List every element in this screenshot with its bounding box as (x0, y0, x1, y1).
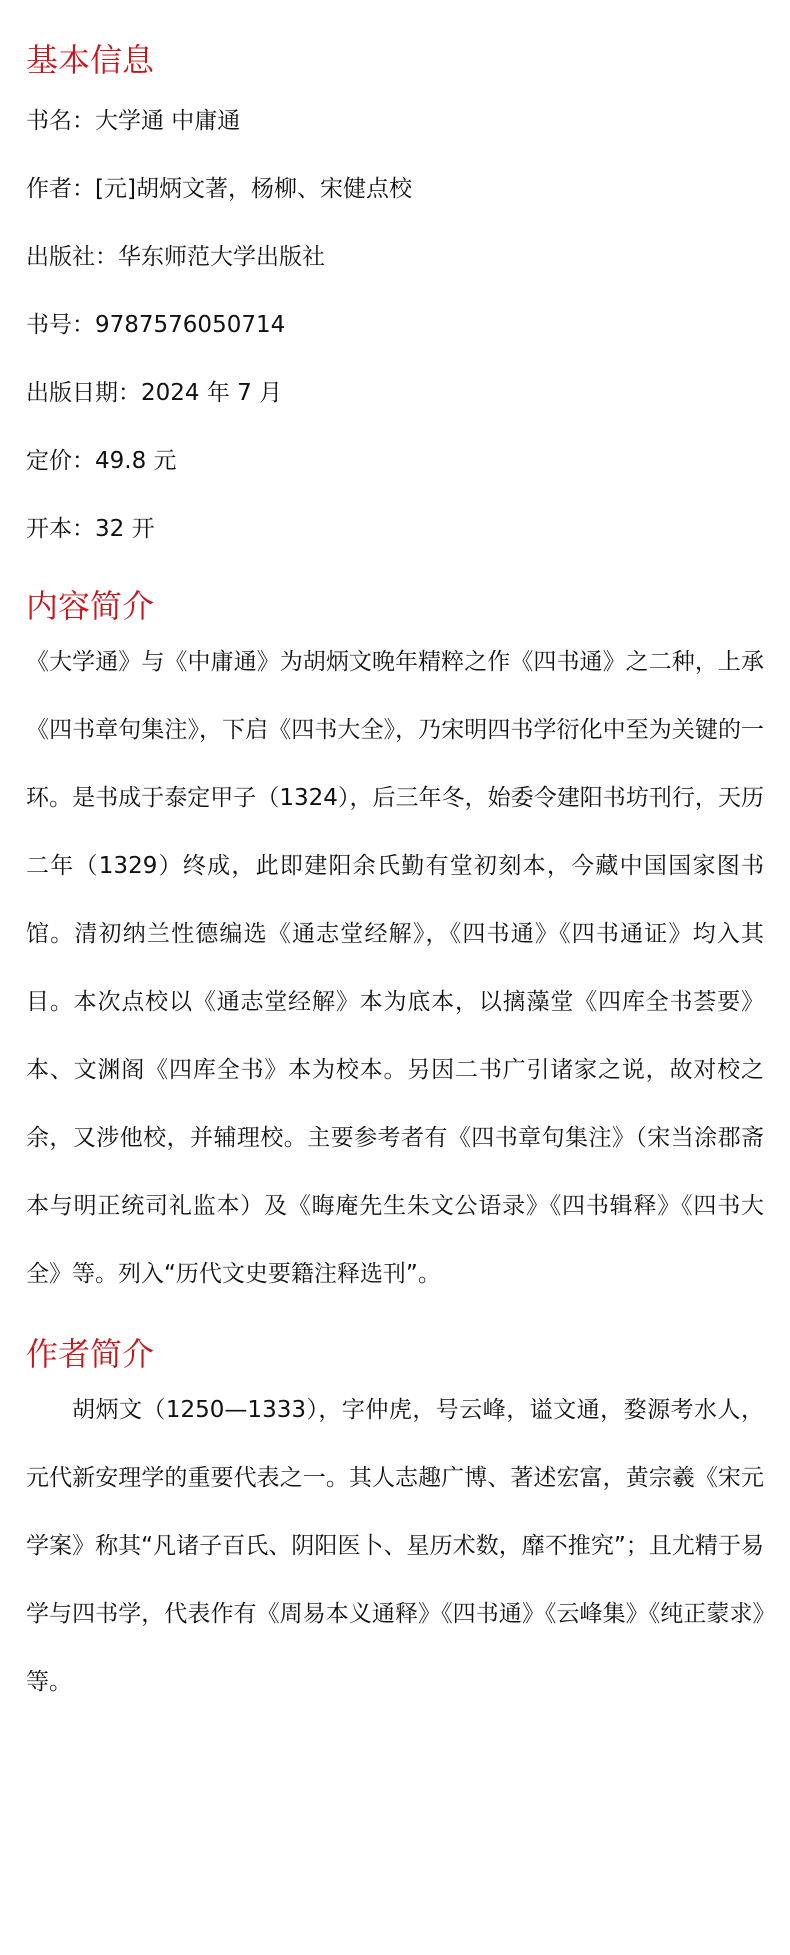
basic-info-list (26, 104, 764, 546)
book-title-line: 书名：大学通 中庸通 (26, 108, 241, 134)
author-intro-paragraph: 胡炳文（1250—1333），字仲虎，号云峰，谥文通，婺源考水人，元代新安理学的重要代表之一。其人志趣广博、著述宏富，黄宗羲《宋元学案》称其“凡诸子百氏、阴阳医卜、星历术数，靡不推究”；且尤精于易学与四书学，代表作有《周易本义通释》《四书通》《云峰集》《纯正蒙求》等。 (26, 1397, 764, 1695)
publish-date-line: 出版日期：2024 年 7 月 (26, 380, 283, 406)
basic-info-heading: 基本信息 (26, 41, 155, 79)
price-line: 定价：49.8 元 (26, 448, 177, 474)
author-intro-section (26, 1334, 764, 1716)
content-intro-section (26, 586, 764, 1308)
publisher-line: 出版社：华东师范大学出版社 (26, 244, 325, 270)
author-intro-heading: 作者简介 (26, 1335, 155, 1373)
content-intro-heading: 内容简介 (26, 587, 155, 625)
content-intro-paragraph: 《大学通》与《中庸通》为胡炳文晚年精粹之作《四书通》之二种，上承《四书章句集注》，下启《四书大全》，乃宋明四书学衍化中至为关键的一环。是书成于泰定甲子（1324），后三年冬，始委令建阳书坊刊行，天历二年（1329）终成，此即建阳余氏勤有堂初刻本，今藏中国国家图书馆。清初纳兰性德编选《通志堂经解》，《四书通》《四书通证》均入其目。本次点校以《通志堂经解》本为底本，以摛藻堂《四库全书荟要》本、文渊阁《四库全书》本为校本。另因二书广引诸家之说，故对校之余，又涉他校，并辅理校。主要参考者有《四书章句集注》（宋当涂郡斋本与明正统司礼监本）及《晦庵先生朱文公语录》《四书辑释》《四书大全》等。列入“历代文史要籍注释选刊”。 (26, 649, 764, 1287)
basic-info-section (26, 40, 764, 546)
author-line: 作者：[元]胡炳文著，杨柳、宋健点校 (26, 176, 412, 202)
article-page (0, 40, 790, 1955)
isbn-line: 书号：9787576050714 (26, 312, 286, 338)
format-line: 开本：32 开 (26, 516, 155, 542)
